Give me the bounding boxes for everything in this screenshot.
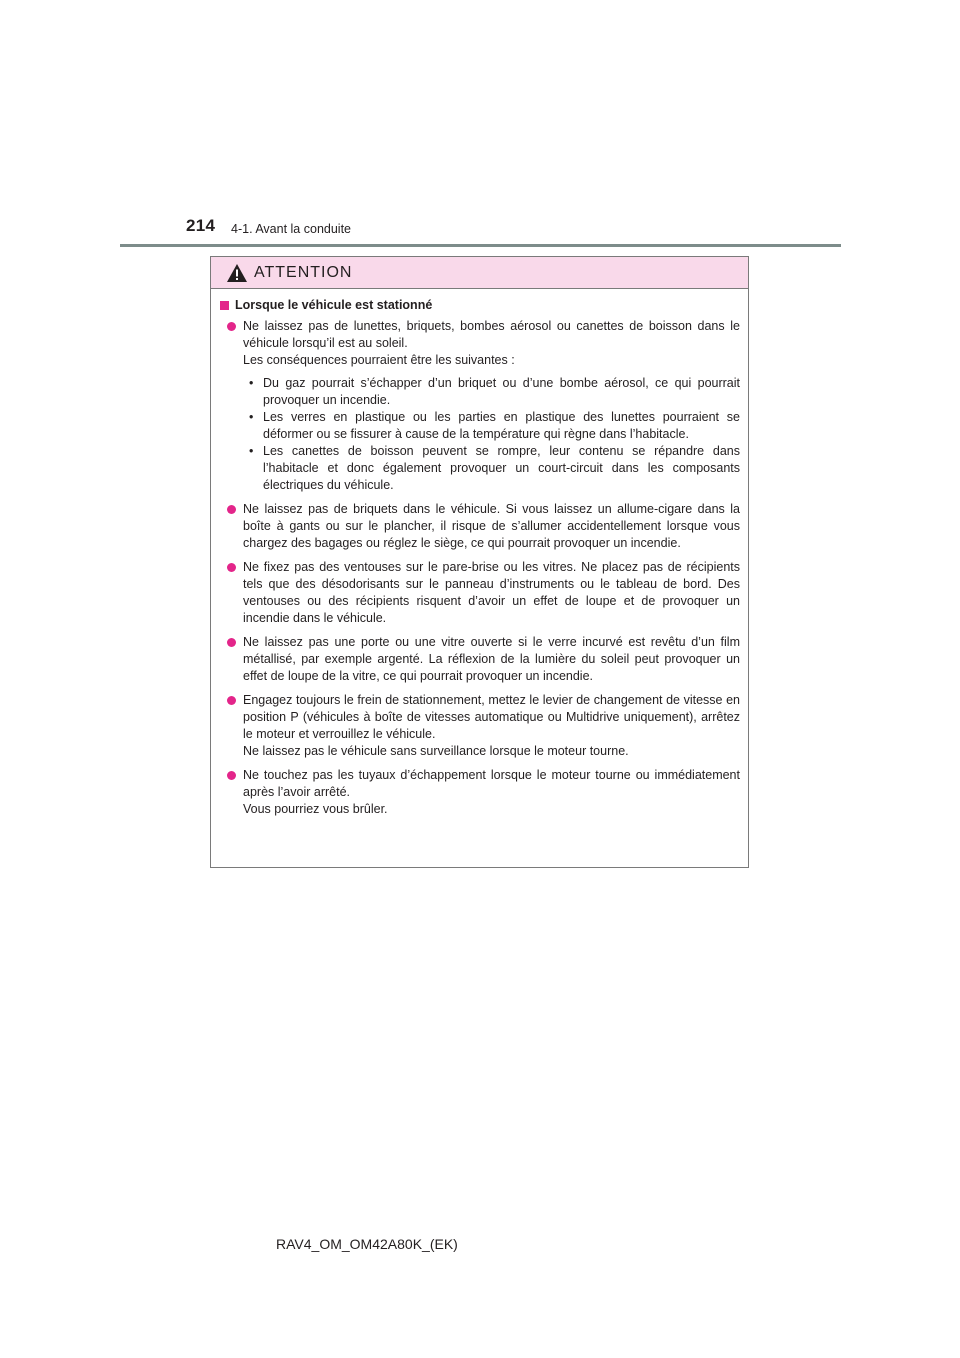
list-item	[227, 767, 740, 818]
square-bullet-icon	[220, 301, 229, 310]
paragraph: Ne touchez pas les tuyaux d’échappement lorsque le moteur tourne ou immédiatement après l’avoir arrêté.	[243, 768, 740, 799]
paragraph: Les conséquences pourraient être les suivantes :	[243, 353, 515, 367]
list-item	[227, 692, 740, 760]
circle-bullet-icon	[227, 322, 236, 331]
sub-bullet-item	[243, 443, 740, 494]
sub-bullet-list	[243, 375, 740, 494]
circle-bullet-icon	[227, 771, 236, 780]
list-item	[227, 501, 740, 552]
list-item-content	[243, 692, 740, 760]
list-item	[227, 318, 740, 494]
sub-bullet-text: Du gaz pourrait s’échapper d’un briquet ou d’une bombe aérosol, ce qui pourrait provoquer un incendie.	[263, 376, 740, 407]
paragraph: Ne laissez pas de briquets dans le véhicule. Si vous laissez un allume-cigare dans la boîte à gants ou sur le plancher, il risque de s’allumer accidentellement lorsque vous chargez des bagages ou réglez le siège, ce qui pourrait provoquer un incendie.	[243, 502, 740, 550]
paragraph: Ne laissez pas de lunettes, briquets, bombes aérosol ou canettes de boisson dans le véhicule lorsqu’il est au soleil.	[243, 319, 740, 350]
warning-triangle-icon	[226, 263, 248, 283]
attention-heading-text: Lorsque le véhicule est stationné	[235, 298, 433, 312]
attention-body	[211, 289, 748, 818]
paragraph: Ne laissez pas une porte ou une vitre ouverte si le verre incurvé est revêtu d’un film métallisé, par exemple argenté. La réflexion de la lumière du soleil peut provoquer un effet de loupe de la vitre, ce qui pourrait provoquer un incendie.	[243, 635, 740, 683]
list-item-content	[243, 767, 740, 818]
page-number: 214	[186, 216, 216, 235]
list-item	[227, 634, 740, 685]
section-title: 4-1. Avant la conduite	[231, 222, 351, 236]
bullet-dot-icon: •	[249, 444, 254, 458]
list-item-content	[243, 634, 740, 685]
circle-bullet-icon	[227, 638, 236, 647]
attention-title: ATTENTION	[254, 263, 353, 281]
circle-bullet-icon	[227, 563, 236, 572]
paragraph: Vous pourriez vous brûler.	[243, 802, 388, 816]
attention-header	[211, 257, 748, 289]
header-rule	[120, 244, 841, 247]
paragraph: Ne fixez pas des ventouses sur le pare-brise ou les vitres. Ne placez pas de récipients tels que des désodorisants sur le panneau d’instruments ou le tableau de bord. Des ventouses ou des récipients risquent d’avoir un effet de loupe et de provoquer un incendie dans le véhicule.	[243, 560, 740, 625]
list-item-content	[243, 559, 740, 627]
sub-bullet-item	[243, 375, 740, 409]
list-item	[227, 559, 740, 627]
circle-bullet-icon	[227, 696, 236, 705]
list-item-content	[243, 318, 740, 494]
attention-items	[219, 318, 740, 818]
paragraph: Ne laissez pas le véhicule sans surveillance lorsque le moteur tourne.	[243, 744, 629, 758]
attention-heading	[219, 297, 740, 314]
circle-bullet-icon	[227, 505, 236, 514]
bullet-dot-icon: •	[249, 410, 254, 424]
paragraph: Engagez toujours le frein de stationnement, mettez le levier de changement de vitesse en position P (véhicules à boîte de vitesses automatique ou Multidrive uniquement), arrêtez le moteur et verrouillez le véhicule.	[243, 693, 740, 741]
footer-code: RAV4_OM_OM42A80K_(EK)	[276, 1236, 458, 1252]
attention-box	[210, 256, 749, 868]
sub-bullet-text: Les canettes de boisson peuvent se rompre, leur contenu se répandre dans l’habitacle et donc également provoquer un court-circuit dans les composants électriques du véhicule.	[263, 444, 740, 492]
sub-bullet-item	[243, 409, 740, 443]
list-item-content	[243, 501, 740, 552]
sub-bullet-text: Les verres en plastique ou les parties en plastique des lunettes pourraient se déformer ou se fissurer à cause de la température qui règne dans l’habitacle.	[263, 410, 740, 441]
bullet-dot-icon: •	[249, 376, 254, 390]
